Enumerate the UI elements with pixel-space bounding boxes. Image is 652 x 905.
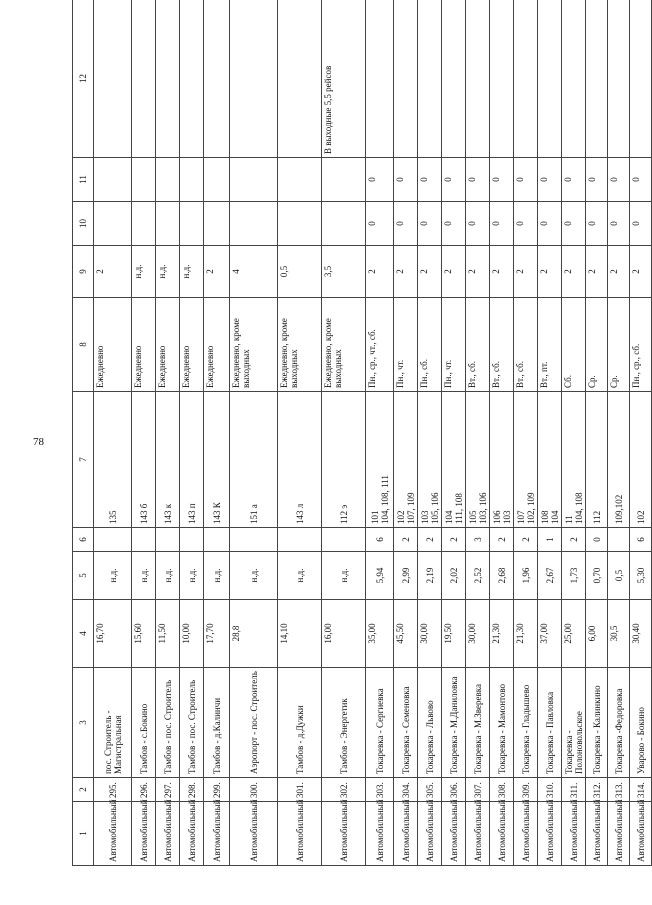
table-cell: Автомобильный xyxy=(466,802,490,866)
table-cell: Ежедневно xyxy=(94,298,132,392)
header-cell-4: 4 xyxy=(73,600,94,668)
table-cell: Автомобильный xyxy=(278,802,322,866)
table-cell: 37,00 xyxy=(538,600,562,668)
table-cell: 143 б xyxy=(132,392,156,528)
table-cell: 295. xyxy=(94,778,132,802)
table-cell xyxy=(278,158,322,202)
table-cell: 2,67 xyxy=(538,552,562,600)
header-cell-1: 1 xyxy=(73,802,94,866)
table-cell: 2,68 xyxy=(490,552,514,600)
table-cell: Автомобильный xyxy=(514,802,538,866)
table-cell: 45,50 xyxy=(394,600,418,668)
table-cell xyxy=(94,528,132,552)
table-cell: 5,94 xyxy=(366,552,394,600)
table-cell: Вт., сб. xyxy=(514,298,538,392)
table-row xyxy=(586,0,608,866)
table-cell: Пн., ср., чт., сб. xyxy=(366,298,394,392)
table-cell xyxy=(514,0,538,158)
table-cell: н.д. xyxy=(156,246,180,298)
table-cell: 2 xyxy=(418,246,442,298)
table-cell: 296. xyxy=(132,778,156,802)
table-row xyxy=(394,0,418,866)
table-cell: 2 xyxy=(562,246,586,298)
header-cell-3: 3 xyxy=(73,668,94,778)
table-cell xyxy=(180,528,204,552)
table-cell: н.д. xyxy=(156,552,180,600)
table-cell xyxy=(230,528,278,552)
table-cell: н.д. xyxy=(204,552,230,600)
table-cell: 2 xyxy=(538,246,562,298)
table-cell: 303. xyxy=(366,778,394,802)
table-cell: 107 102, 109 xyxy=(514,392,538,528)
table-cell: 21,30 xyxy=(490,600,514,668)
table-cell xyxy=(132,528,156,552)
table-cell: Ежедневно xyxy=(180,298,204,392)
table-row xyxy=(490,0,514,866)
table-cell: 2 xyxy=(418,528,442,552)
table-cell: 2 xyxy=(442,528,466,552)
table-cell: 1,96 xyxy=(514,552,538,600)
table-cell: 0 xyxy=(586,528,608,552)
table-row xyxy=(278,0,322,866)
table-cell: Токаревка - М.Даниловка xyxy=(442,668,466,778)
table-cell: 109,102 xyxy=(608,392,630,528)
table-cell: 15,60 xyxy=(132,600,156,668)
table-cell: 143 л xyxy=(278,392,322,528)
table-cell: 0 xyxy=(514,202,538,246)
table-cell: 103 105, 106 xyxy=(418,392,442,528)
table-cell: 135 xyxy=(94,392,132,528)
table-cell: 0 xyxy=(538,158,562,202)
table-cell xyxy=(230,0,278,158)
table-row xyxy=(538,0,562,866)
table-cell: Тамбов - с.Бокино xyxy=(132,668,156,778)
table-cell: 108 104 xyxy=(538,392,562,528)
table-cell: 143 к xyxy=(156,392,180,528)
table-cell xyxy=(204,528,230,552)
table-cell: Токаревка - Мамонтово xyxy=(490,668,514,778)
table-cell: Автомобильный xyxy=(586,802,608,866)
table-row xyxy=(132,0,156,866)
header-cell-11: 11 xyxy=(73,158,94,202)
table-cell: 0 xyxy=(586,158,608,202)
table-cell: Ежедневно, кроме выходных xyxy=(322,298,366,392)
table-cell: 2 xyxy=(442,246,466,298)
table-cell: Автомобильный xyxy=(204,802,230,866)
table-cell: Автомобильный xyxy=(94,802,132,866)
table-cell: Вт., сб. xyxy=(490,298,514,392)
table-row xyxy=(322,0,366,866)
table-cell: 105 103, 106 xyxy=(466,392,490,528)
table-cell: Автомобильный xyxy=(180,802,204,866)
table-cell: 0 xyxy=(366,158,394,202)
table-cell xyxy=(278,528,322,552)
table-cell: 11,50 xyxy=(156,600,180,668)
table-cell xyxy=(608,528,630,552)
table-cell: 6 xyxy=(366,528,394,552)
rotated-table-container xyxy=(72,0,646,866)
table-cell xyxy=(132,158,156,202)
table-cell xyxy=(608,0,630,158)
table-cell: Аэропорт - пос. Строитель xyxy=(230,668,278,778)
table-row xyxy=(366,0,394,866)
table-cell: Токаревка - Семеновка xyxy=(394,668,418,778)
table-cell: пос. Строитель - Магистральная xyxy=(94,668,132,778)
table-row xyxy=(94,0,132,866)
table-cell: 310. xyxy=(538,778,562,802)
table-cell: н.д. xyxy=(180,246,204,298)
table-cell: Автомобильный xyxy=(366,802,394,866)
table-cell: Токаревка - Гладышево xyxy=(514,668,538,778)
table-cell: 308. xyxy=(490,778,514,802)
table-cell: 300. xyxy=(230,778,278,802)
table-row xyxy=(180,0,204,866)
table-cell: 0 xyxy=(586,202,608,246)
table-cell xyxy=(180,158,204,202)
table-cell: 0,5 xyxy=(278,246,322,298)
table-cell: Ср. xyxy=(608,298,630,392)
table-cell xyxy=(322,158,366,202)
table-cell: 1 xyxy=(538,528,562,552)
table-cell xyxy=(322,202,366,246)
table-cell: Уварово - Бокино xyxy=(630,668,652,778)
table-cell: Токаревка -Федоровка xyxy=(608,668,630,778)
table-cell: 2 xyxy=(366,246,394,298)
table-cell: Ежедневно xyxy=(132,298,156,392)
table-cell: 2 xyxy=(204,246,230,298)
table-cell: Ср. xyxy=(586,298,608,392)
table-cell: 1,73 xyxy=(562,552,586,600)
table-cell: 2,52 xyxy=(466,552,490,600)
table-cell: 112 xyxy=(586,392,608,528)
table-cell: 311. xyxy=(562,778,586,802)
table-cell: 30,00 xyxy=(418,600,442,668)
table-cell: 30,5 xyxy=(608,600,630,668)
table-cell: н.д. xyxy=(180,552,204,600)
table-cell: 0 xyxy=(394,202,418,246)
table-row xyxy=(514,0,538,866)
table-cell: 299. xyxy=(204,778,230,802)
table-cell: 143 К xyxy=(204,392,230,528)
table-cell xyxy=(322,528,366,552)
table-cell: 6,00 xyxy=(586,600,608,668)
table-cell: 0 xyxy=(466,202,490,246)
table-cell: 17,70 xyxy=(204,600,230,668)
table-row xyxy=(562,0,586,866)
table-cell: Пн., чт. xyxy=(442,298,466,392)
table-cell: 21,30 xyxy=(514,600,538,668)
table-cell: Сб. xyxy=(562,298,586,392)
table-cell: 2 xyxy=(608,246,630,298)
table-cell: 0 xyxy=(466,158,490,202)
table-cell: 0 xyxy=(442,158,466,202)
table-cell xyxy=(466,0,490,158)
table-cell xyxy=(418,0,442,158)
header-cell-12: 12 xyxy=(73,0,94,158)
table-cell: 2 xyxy=(514,528,538,552)
table-cell: 2 xyxy=(394,246,418,298)
table-cell: Автомобильный xyxy=(608,802,630,866)
header-cell-6: 6 xyxy=(73,528,94,552)
table-cell: н.д. xyxy=(322,552,366,600)
header-cell-8: 8 xyxy=(73,298,94,392)
table-cell: 304. xyxy=(394,778,418,802)
table-cell: Автомобильный xyxy=(230,802,278,866)
table-cell: 2 xyxy=(490,528,514,552)
table-cell xyxy=(180,0,204,158)
table-cell: 25,00 xyxy=(562,600,586,668)
table-cell: 2 xyxy=(394,528,418,552)
table-cell xyxy=(394,0,418,158)
table-cell: 2 xyxy=(94,246,132,298)
table-cell: 302. xyxy=(322,778,366,802)
table-cell: Автомобильный xyxy=(562,802,586,866)
table-cell: 0 xyxy=(490,158,514,202)
table-cell: 16,70 xyxy=(94,600,132,668)
table-cell: 306. xyxy=(442,778,466,802)
table-cell xyxy=(94,158,132,202)
table-cell: 112 э xyxy=(322,392,366,528)
table-cell: н.д. xyxy=(278,552,322,600)
table-row xyxy=(204,0,230,866)
table-cell: 35,00 xyxy=(366,600,394,668)
table-cell: 307. xyxy=(466,778,490,802)
table-cell xyxy=(442,0,466,158)
table-cell: 2 xyxy=(466,246,490,298)
table-cell: Токаревка - Полоновольское xyxy=(562,668,586,778)
table-cell xyxy=(156,158,180,202)
table-cell: Токаревка - М.Зверевка xyxy=(466,668,490,778)
table-row xyxy=(630,0,652,866)
table-cell xyxy=(630,0,652,158)
table-cell: 28,8 xyxy=(230,600,278,668)
table-row xyxy=(230,0,278,866)
table-cell: Автомобильный xyxy=(418,802,442,866)
table-cell: 0 xyxy=(562,202,586,246)
table-cell: 0 xyxy=(418,158,442,202)
table-cell: 314. xyxy=(630,778,652,802)
table-cell: 313. xyxy=(608,778,630,802)
table-cell: 3,5 xyxy=(322,246,366,298)
table-cell: 0 xyxy=(418,202,442,246)
table-cell: 16,00 xyxy=(322,600,366,668)
table-cell xyxy=(132,202,156,246)
table-cell: Ежедневно xyxy=(156,298,180,392)
table-cell: Тамбов - д.Дужки xyxy=(278,668,322,778)
table-cell: 0 xyxy=(630,202,652,246)
table-row xyxy=(442,0,466,866)
table-cell: Ежедневно, кроме выходных xyxy=(230,298,278,392)
table-cell: 0 xyxy=(514,158,538,202)
routes-table xyxy=(72,0,652,866)
table-cell xyxy=(132,0,156,158)
header-cell-5: 5 xyxy=(73,552,94,600)
table-cell: 104 111, 108 xyxy=(442,392,466,528)
table-cell: 4 xyxy=(230,246,278,298)
table-cell: 30,00 xyxy=(466,600,490,668)
table-cell: 0 xyxy=(608,202,630,246)
table-cell: н.д. xyxy=(230,552,278,600)
table-cell: 0 xyxy=(630,158,652,202)
table-cell xyxy=(156,0,180,158)
table-cell xyxy=(204,202,230,246)
table-cell: 143 п xyxy=(180,392,204,528)
table-cell xyxy=(94,202,132,246)
table-cell: Пн., ср., сб. xyxy=(630,298,652,392)
table-cell: н.д. xyxy=(94,552,132,600)
table-row xyxy=(418,0,442,866)
table-cell: Вт., сб. xyxy=(466,298,490,392)
table-cell: Автомобильный xyxy=(394,802,418,866)
table-cell: н.д. xyxy=(132,246,156,298)
table-cell: Вт., пт. xyxy=(538,298,562,392)
table-cell: 14,10 xyxy=(278,600,322,668)
table-cell: Автомобильный xyxy=(156,802,180,866)
table-cell xyxy=(156,202,180,246)
table-cell: 2 xyxy=(562,528,586,552)
table-cell: 0 xyxy=(538,202,562,246)
table-cell: Ежедневно xyxy=(204,298,230,392)
table-cell: Автомобильный xyxy=(322,802,366,866)
table-row xyxy=(156,0,180,866)
table-cell: 301. xyxy=(278,778,322,802)
table-cell xyxy=(180,202,204,246)
table-cell: 2,99 xyxy=(394,552,418,600)
table-cell: 5,30 xyxy=(630,552,652,600)
table-cell: Автомобильный xyxy=(490,802,514,866)
table-cell: 11 104, 108 xyxy=(562,392,586,528)
header-cell-10: 10 xyxy=(73,202,94,246)
table-cell: Тамбов - пос. Строитель xyxy=(180,668,204,778)
table-cell: Токаревка - Павловка xyxy=(538,668,562,778)
table-cell: 2,19 xyxy=(418,552,442,600)
table-cell: 0 xyxy=(442,202,466,246)
table-cell xyxy=(278,202,322,246)
table-cell: 101 104, 108, 111 xyxy=(366,392,394,528)
table-cell: 298. xyxy=(180,778,204,802)
table-cell xyxy=(156,528,180,552)
table-cell: 0 xyxy=(366,202,394,246)
table-cell: 30,40 xyxy=(630,600,652,668)
table-cell: 297. xyxy=(156,778,180,802)
table-cell xyxy=(94,0,132,158)
table-cell: 102 107, 109 xyxy=(394,392,418,528)
table-cell: Тамбов - д.Калинчи xyxy=(204,668,230,778)
table-cell: 3 xyxy=(466,528,490,552)
header-cell-7: 7 xyxy=(73,392,94,528)
table-cell: Пн., чт. xyxy=(394,298,418,392)
table-cell: н.д. xyxy=(132,552,156,600)
table-cell: 309. xyxy=(514,778,538,802)
table-cell: Автомобильный xyxy=(132,802,156,866)
table-cell: Автомобильный xyxy=(538,802,562,866)
page-number: 78 xyxy=(33,436,44,448)
table-cell: 102 xyxy=(630,392,652,528)
table-cell xyxy=(278,0,322,158)
table-cell: Автомобильный xyxy=(630,802,652,866)
table-cell: 151 а xyxy=(230,392,278,528)
table-row xyxy=(466,0,490,866)
table-cell: 106 103 xyxy=(490,392,514,528)
table-cell: 2 xyxy=(514,246,538,298)
table-cell: 0 xyxy=(608,158,630,202)
table-cell: Токаревка - Сергиевка xyxy=(366,668,394,778)
table-cell: 0,70 xyxy=(586,552,608,600)
table-cell xyxy=(562,0,586,158)
table-cell: Автомобильный xyxy=(442,802,466,866)
table-cell: 312. xyxy=(586,778,608,802)
table-cell: 2 xyxy=(630,246,652,298)
table-cell: 0,5 xyxy=(608,552,630,600)
table-cell: В выходные 5,5 рейсов xyxy=(322,0,366,158)
table-cell: Токаревка - Львово xyxy=(418,668,442,778)
header-cell-2: 2 xyxy=(73,778,94,802)
table-cell xyxy=(538,0,562,158)
table-cell: 0 xyxy=(562,158,586,202)
table-cell: Тамбов - Энергетик xyxy=(322,668,366,778)
header-cell-9: 9 xyxy=(73,246,94,298)
table-cell: 0 xyxy=(490,202,514,246)
table-cell: 19,50 xyxy=(442,600,466,668)
table-cell: Тамбов - пос. Строитель xyxy=(156,668,180,778)
table-cell: 2 xyxy=(490,246,514,298)
table-cell xyxy=(490,0,514,158)
table-row xyxy=(608,0,630,866)
table-cell: 2 xyxy=(586,246,608,298)
table-cell: 10,00 xyxy=(180,600,204,668)
table-cell xyxy=(230,202,278,246)
table-cell: Ежедневно, кроме выходных xyxy=(278,298,322,392)
table-cell xyxy=(586,0,608,158)
table-cell: 0 xyxy=(394,158,418,202)
table-cell xyxy=(230,158,278,202)
table-cell xyxy=(204,158,230,202)
table-cell: 6 xyxy=(630,528,652,552)
table-cell: 305. xyxy=(418,778,442,802)
header-row xyxy=(73,0,94,866)
table-cell xyxy=(366,0,394,158)
table-cell: 2,02 xyxy=(442,552,466,600)
table-cell: Токаревка - Калинкино xyxy=(586,668,608,778)
table-cell: Пн., сб. xyxy=(418,298,442,392)
table-cell xyxy=(204,0,230,158)
